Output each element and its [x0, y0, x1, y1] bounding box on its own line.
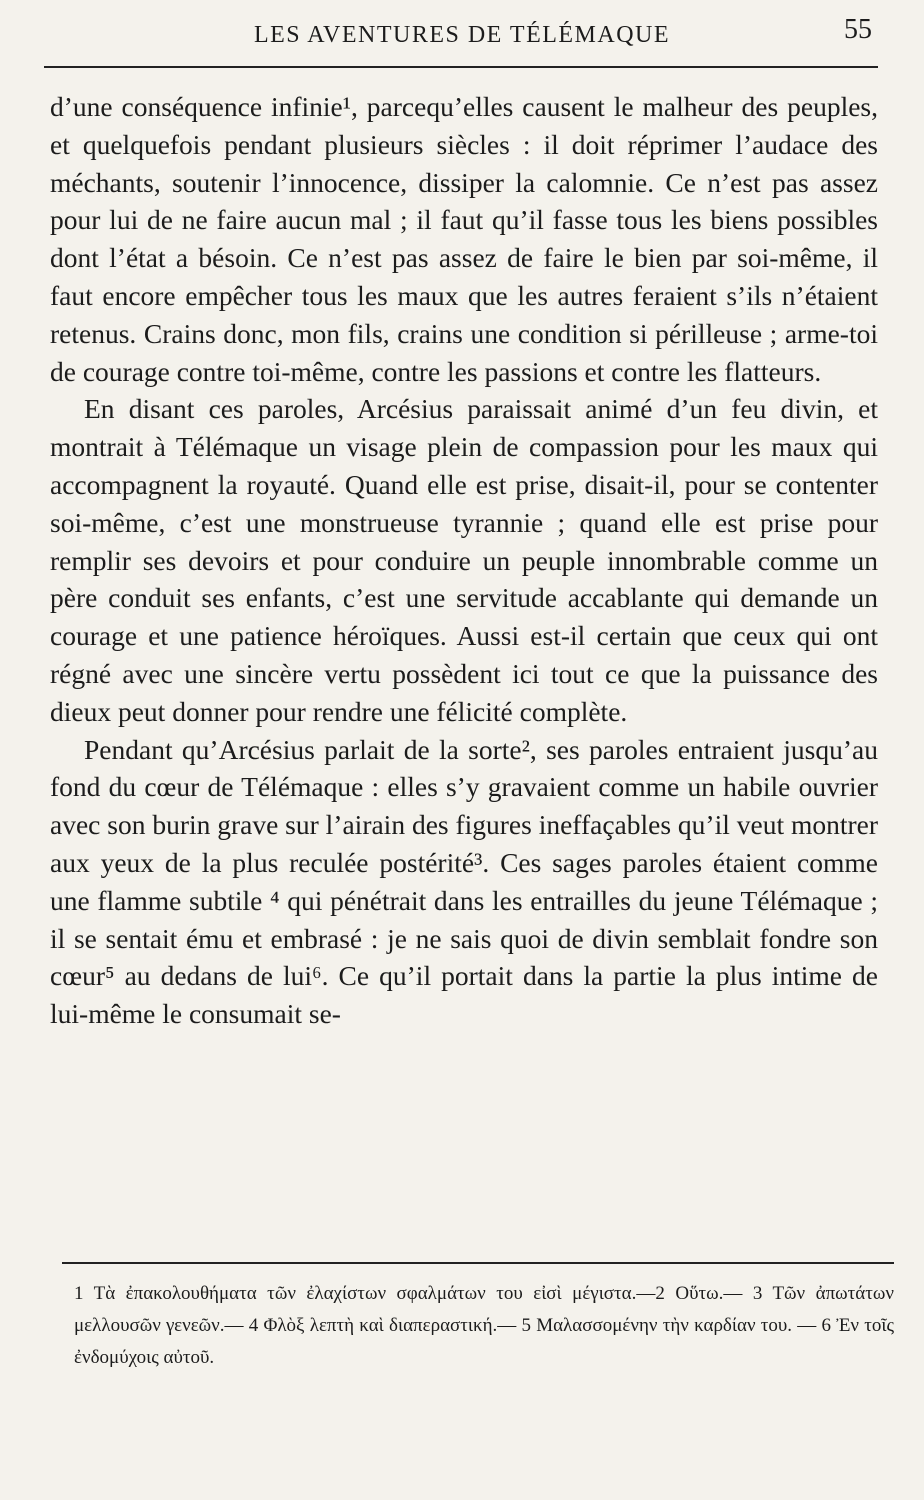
paragraph-2: En disant ces paroles, Arcésius paraissait animé d’un feu divin, et montrait à Télémaque un visage plein de compassion pour les maux qui accompagnent la royauté. Quand elle est prise, disait-il, pour se contenter soi-même, c’est une monstrueuse tyrannie ; quand elle est prise pour remplir ses devoirs et pour conduire un peuple innombrable comme un père conduit ses enfants, c’est une servitude accablante qui demande un courage et une patience héroïques. Aussi est-il certain que ceux qui ont régné avec une sincère vertu possèdent ici tout ce que la puissance des dieux peut donner pour rendre une félicité complète. — [50, 393, 878, 727]
footnotes: 1 Τὰ ἐπακολουθήματα τῶν ἐλαχίστων σφαλμάτων του εἰσὶ μέγιστα.—2 Οὕτω.— 3 Τῶν ἀπωτάτων μελλουσῶν γενεῶν.— 4 Φλὸξ λεπτὴ καὶ διαπεραστική.— 5 Μαλασσομένην τὴν καρδίαν του. — 6 Ἐν τοῖς ἐνδομύχοις αὐτοῦ. — [74, 1283, 894, 1368]
page-number: 55 — [844, 14, 872, 45]
paragraph-3: Pendant qu’Arcésius parlait de la sorte², ses paroles entraient jusqu’au fond du cœur de Télémaque : elles s’y gravaient comme un habile ouvrier avec son burin grave sur l’airain des figures ineffaçables qu’il veut montrer aux yeux de la plus reculée postérité³. Ces sages paroles étaient comme une flamme subtile ⁴ qui pénétrait dans les entrailles du jeune Télémaque ; il se sentait ému et embrasé : je ne sais quoi de divin semblait fondre son cœur⁵ au dedans de lui⁶. Ce qu’il portait dans la partie la plus intime de lui-même le consumait se- — [50, 733, 879, 1030]
running-title: LES AVENTURES DE TÉLÉMAQUE — [253, 22, 671, 48]
header-rule — [44, 66, 878, 68]
page-header — [46, 12, 878, 62]
footnote-rule — [62, 1262, 894, 1264]
paragraph-1: d’une conséquence infinie¹, parcequ’elles causent le malheur des peuples, et quelquefois pendant plusieurs siècles : il doit réprimer l’audace des méchants, soutenir l’innocence, dissiper la calomnie. Ce n’est pas assez pour lui de ne faire aucun mal ; il faut qu’il fasse tous les biens possibles dont l’état a bésoin. Ce n’est pas assez de faire le bien par soi-même, il faut encore empêcher tous les maux que les autres feraient s’ils n’étaient retenus. Crains donc, mon fils, crains une condition si périlleuse ; arme-toi de courage contre toi-même, contre les passions et contre les flatteurs. — [50, 91, 878, 387]
main-text — [50, 88, 878, 1033]
